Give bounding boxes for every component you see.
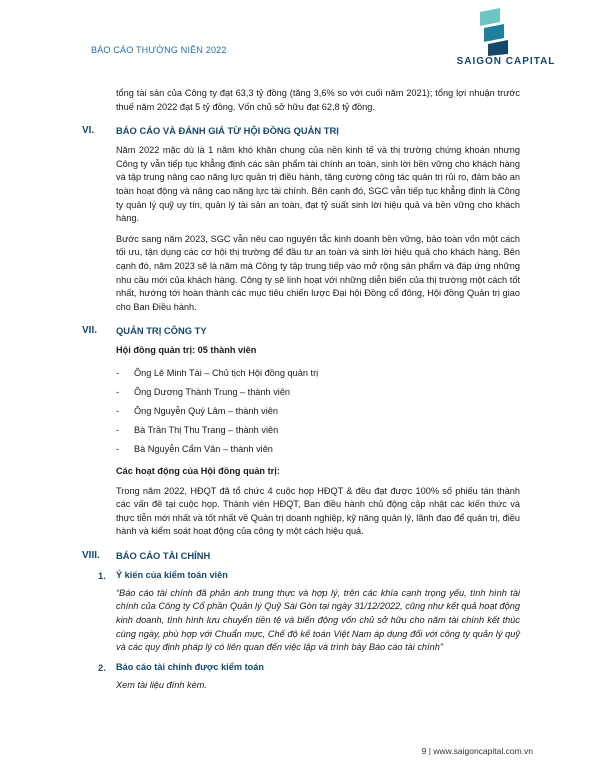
section-number: VI. [82, 125, 95, 137]
page-footer: 9 | www.saigoncapital.com.vn [421, 746, 533, 756]
subsection-title: Ý kiến của kiểm toán viên [116, 569, 228, 580]
member-name: Ông Lê Minh Tài – Chủ tịch Hội đồng quản trị [134, 367, 319, 378]
subsection-number: 2. [98, 661, 106, 673]
dash-bullet: - [116, 367, 120, 378]
section-6-heading [82, 124, 520, 138]
list-item [116, 440, 520, 459]
member-name: Bà Trần Thị Thu Trang – thành viên [134, 424, 279, 435]
subsection-1-heading [98, 569, 520, 583]
section-7-heading [82, 324, 520, 338]
dash-bullet: - [116, 405, 120, 416]
board-member-list [116, 364, 520, 459]
section-6-paragraph-1: Năm 2022 mặc dù là 1 năm khó khăn chung của nền kinh tế và thị trường chứng khoán nhưng Công ty vẫn tiếp tục khẳng định các sản phẩm tài chính an toàn, sinh lời bền vững cho khách hàng và tập trung nâng cao năng lực quản trị điều hành, tăng cường công tác quản trị rủi ro, đảm bảo an toàn hoạt động và nâng cao năng lực tài chính. Bên cạnh đó, SGC vẫn tiếp tục khẳng định là Công ty quản lý quỹ uy tín, quản lý tài sản an toàn, đạt tỷ suất sinh lời hiệu quả và bền vững cho khách hàng. [116, 145, 520, 224]
page-content [82, 87, 520, 699]
subsection-title: Báo cáo tài chính được kiểm toán [116, 661, 264, 672]
subsection-number: 1. [98, 569, 106, 581]
intro-paragraph: tổng tài sản của Công ty đạt 63,3 tỷ đồng (tăng 3,6% so với cuối năm 2021); tổng lợi nhuận trước thuế năm 2022 đạt 5 tỷ đồng. Vốn chủ sở hữu đạt 62,8 tỷ đồng. [116, 88, 520, 112]
member-name: Ông Nguyễn Quý Lâm – thành viên [134, 405, 279, 416]
member-name: Ông Dương Thành Trung – thành viên [134, 386, 291, 397]
attachment-note: Xem tài liệu đính kèm. [116, 679, 207, 690]
subsection-2-heading [98, 661, 520, 675]
dash-bullet: - [116, 424, 120, 435]
section-number: VII. [82, 325, 98, 337]
auditor-opinion-quote: “Báo cáo tài chính đã phản ánh trung thực và hợp lý, trên các khía cạnh trọng yếu, tình hình tài chính của Công ty Cổ phần Quản lý Quỹ Sài Gòn tại ngày 31/12/2022, cũng như kết quả hoạt động kinh doanh, tình hình lưu chuyển tiền tệ và biến động vốn chủ sở hữu cho năm tài chính kết thúc cùng ngày, phù hợp với Chuẩn mực, Chế độ kế toán Việt Nam áp dụng đối với công ty quản lý quỹ và các quy định pháp lý có liên quan đến việc lập và trình bày Báo cáo tài chính” [116, 587, 520, 653]
list-item [116, 364, 520, 383]
activities-heading: Các hoạt động của Hội đồng quản trị: [116, 465, 280, 476]
section-6-paragraph-2: Bước sang năm 2023, SGC vẫn nêu cao nguyên tắc kinh doanh bền vững, bảo toàn vốn một cách tối ưu, tận dụng các cơ hội thị trường để đầu tư an toàn và sinh lời hiệu quả cho khách hàng. Bên cạnh đó, năm 2023 sẽ là năm mà Công ty tập trung tiếp vào mở rộng sản phẩm và đáp ứng những nhu cầu mới của khách hàng. Công ty sẽ linh hoạt với những diễn biến của thị trường một cách tốt nhất, hướng tới hoàn thành các mục tiêu chiến lược Đại hội Đồng cổ đông, Hội đồng Quản trị giao cho Ban Điều hành. [116, 233, 520, 312]
list-item [116, 383, 520, 402]
company-logo [456, 8, 556, 70]
list-item [116, 402, 520, 421]
logo-mark-icon [474, 8, 538, 56]
logo-text: SAIGON CAPITAL [456, 56, 556, 67]
section-8-heading [82, 549, 520, 563]
page-header [0, 0, 600, 75]
section-number: VIII. [82, 549, 100, 561]
dash-bullet: - [116, 443, 120, 454]
dash-bullet: - [116, 386, 120, 397]
report-label: BÁO CÁO THƯỜNG NIÊN 2022 [91, 45, 227, 55]
activities-paragraph: Trong năm 2022, HĐQT đã tổ chức 4 cuộc họp HĐQT & đều đạt được 100% số phiếu tán thành các vấn đề tại cuộc họp. Thành viên HĐQT, Ban điều hành chủ động cập nhật các kiến thức và thực tiễn mới nhất và tốt nhất về Quản trị doanh nghiệp, kỹ năng quản lý, lãnh đạo để quản trị, điều hành và kiểm soát hoạt động của công ty một cách hiệu quả. [116, 485, 520, 537]
list-item [116, 421, 520, 440]
section-title: BÁO CÁO TÀI CHÍNH [116, 549, 211, 561]
section-title: BÁO CÁO VÀ ĐÁNH GIÁ TỪ HỘI ĐỒNG QUẢN TRỊ [116, 125, 339, 137]
section-title: QUẢN TRỊ CÔNG TY [116, 325, 207, 337]
board-heading: Hội đồng quản trị: 05 thành viên [116, 345, 257, 356]
member-name: Bà Nguyễn Cẩm Vân – thành viên [134, 443, 273, 454]
